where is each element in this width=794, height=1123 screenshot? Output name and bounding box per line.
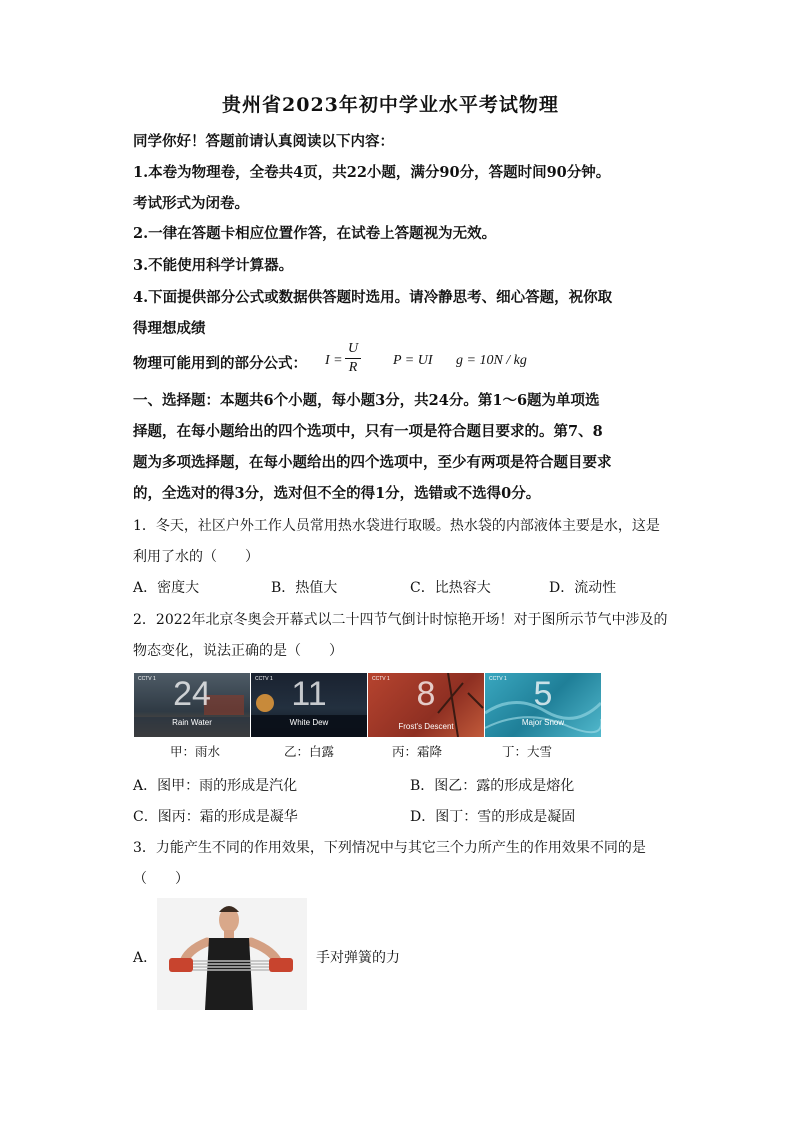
tv-logo: CCTV 1 <box>138 676 156 682</box>
question-1-line: 1．冬天，社区户外工作人员常用热水袋进行取暖。热水袋的内部液体主要是水，这是 <box>133 518 660 534</box>
intro-line: 得理想成绩 <box>133 320 206 337</box>
photo-frosts-descent <box>368 673 484 737</box>
intro-line: 2.一律在答题卡相应位置作答，在试卷上答题视为无效。 <box>133 225 497 242</box>
question-3-line: （ ） <box>133 871 189 887</box>
photo-white-dew <box>251 673 367 737</box>
q2-option-c: C．图丙：霜的形成是凝华 <box>133 809 298 825</box>
photo-major-snow <box>485 673 601 737</box>
q1-option-c: C．比热容大 <box>410 580 491 596</box>
photo-number: 24 <box>173 675 211 713</box>
photo-caption: 乙：白露 <box>284 744 335 759</box>
section-header-line: 题为多项选择题，在每小题给出的四个选项中，至少有两项是符合题目要求 <box>133 454 612 471</box>
photo-number: 5 <box>533 675 553 713</box>
q3-option-a-label: A． <box>133 950 158 966</box>
ohm-law-lhs: I = <box>325 353 343 368</box>
section-header-line: 的，全选对的得3分，选对但不全的得1分，选错或不选得0分。 <box>133 485 541 502</box>
intro-line: 3.不能使用科学计算器。 <box>133 257 294 274</box>
q1-option-d: D．流动性 <box>549 580 617 596</box>
q2-option-a: A．图甲：雨的形成是汽化 <box>133 778 298 794</box>
photo-caption: 丙：霜降 <box>392 744 443 759</box>
intro-line: 4.下面提供部分公式或数据供答题时选用。请冷静思考、细心答题，祝你取 <box>133 289 613 306</box>
power-formula: P = UI <box>393 353 433 368</box>
tv-logo: CCTV 1 <box>372 676 390 682</box>
formula-label: 物理可能用到的部分公式： <box>133 355 307 372</box>
spring-exerciser-photo <box>157 898 307 1010</box>
ohm-law-fraction <box>345 341 361 376</box>
section-header-line: 择题，在每小题给出的四个选项中，只有一项是符合题目要求的。第7、8 <box>133 423 603 440</box>
q3-option-a-text: 手对弹簧的力 <box>316 950 400 966</box>
intro-line: 考试形式为闭卷。 <box>133 195 249 212</box>
question-2-line: 2．2022年北京冬奥会开幕式以二十四节气倒计时惊艳开场！对于图所示节气中涉及的 <box>133 612 668 628</box>
question-1-line: 利用了水的（ ） <box>133 549 259 565</box>
photo-caption: 丁：大雪 <box>502 744 553 759</box>
photo-rain-water <box>134 673 250 737</box>
tv-logo: CCTV 1 <box>489 676 507 682</box>
ohm-denominator: R <box>348 360 358 375</box>
photo-english-label: Major Snow <box>521 718 565 727</box>
photo-english-label: Frost's Descent <box>398 722 454 731</box>
question-2-line: 物态变化，说法正确的是（ ） <box>133 643 343 659</box>
q1-option-a: A．密度大 <box>133 580 200 596</box>
page-title: 贵州省2023年初中学业水平考试物理 <box>222 94 559 116</box>
q2-option-d: D．图丁：雪的形成是凝固 <box>410 809 576 825</box>
photo-english-label: White Dew <box>289 718 329 727</box>
q2-option-b: B．图乙：露的形成是熔化 <box>410 778 575 794</box>
gravity-formula: g = 10N / kg <box>456 353 527 368</box>
photo-number: 8 <box>416 675 436 713</box>
section-header-line: 一、选择题：本题共6个小题，每小题3分，共24分。第1～6题为单项选 <box>133 392 600 409</box>
photo-number: 11 <box>291 675 327 713</box>
tv-logo: CCTV 1 <box>255 676 273 682</box>
photo-caption: 甲：雨水 <box>170 744 221 759</box>
question-3-line: 3．力能产生不同的作用效果，下列情况中与其它三个力所产生的作用效果不同的是 <box>133 840 646 856</box>
q1-option-b: B．热值大 <box>271 580 338 596</box>
intro-line: 同学你好！答题前请认真阅读以下内容： <box>133 133 394 150</box>
photo-english-label: Rain Water <box>172 718 212 727</box>
fraction-bar <box>345 358 361 359</box>
intro-line: 1.本卷为物理卷，全卷共4页，共22小题，满分90分，答题时间90分钟。 <box>133 164 611 181</box>
ohm-numerator: U <box>347 341 359 356</box>
